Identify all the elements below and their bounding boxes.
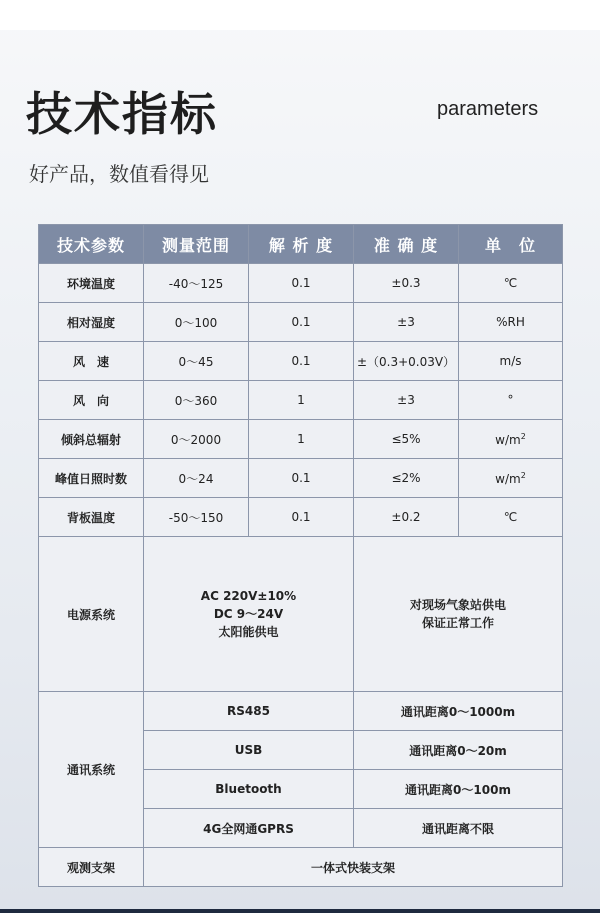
- power-note: [354, 537, 563, 692]
- top-band: [0, 0, 600, 30]
- power-note-line: 保证正常工作: [421, 616, 494, 630]
- header-accuracy: 准 确 度: [354, 225, 459, 264]
- cell-range: -40～125: [144, 264, 249, 303]
- power-spec-dc: DC 9～24V: [213, 607, 284, 621]
- table-row: [39, 459, 563, 498]
- comm-desc: 通讯距离0～1000m: [354, 692, 563, 731]
- bottom-bar: [0, 909, 600, 913]
- cell-unit: m/s: [459, 342, 563, 381]
- cell-resolution: 0.1: [249, 303, 354, 342]
- cell-accuracy: ±0.3: [354, 264, 459, 303]
- power-spec-ac: AC 220V±10%: [200, 589, 297, 603]
- cell-param: 背板温度: [39, 498, 144, 537]
- cell-resolution: 0.1: [249, 498, 354, 537]
- unit-superscript: 2: [520, 431, 526, 441]
- cell-range: 0～45: [144, 342, 249, 381]
- power-specs: [144, 537, 354, 692]
- cell-accuracy: ≤2%: [354, 459, 459, 498]
- page-title-en: parameters: [437, 98, 539, 120]
- cell-resolution: 0.1: [249, 459, 354, 498]
- mount-row: [39, 848, 563, 887]
- header-resolution: 解 析 度: [249, 225, 354, 264]
- comm-name: RS485: [144, 692, 354, 731]
- cell-unit: [459, 459, 563, 498]
- power-row: [39, 537, 563, 692]
- spec-table: [38, 224, 563, 887]
- comm-name: Bluetooth: [144, 770, 354, 809]
- cell-param: 倾斜总辐射: [39, 420, 144, 459]
- table-header-row: [39, 225, 563, 264]
- cell-unit: [459, 420, 563, 459]
- cell-resolution: 0.1: [249, 264, 354, 303]
- cell-accuracy: ±3: [354, 303, 459, 342]
- cell-param: 风 向: [39, 381, 144, 420]
- mount-value: 一体式快装支架: [144, 848, 563, 887]
- cell-range: 0～24: [144, 459, 249, 498]
- comm-row: [39, 692, 563, 731]
- comm-desc: 通讯距离0～100m: [354, 770, 563, 809]
- cell-param: 峰值日照时数: [39, 459, 144, 498]
- cell-unit: ℃: [459, 498, 563, 537]
- unit-text: w/m: [495, 471, 521, 486]
- cell-accuracy: ±0.2: [354, 498, 459, 537]
- cell-unit: ℃: [459, 264, 563, 303]
- cell-accuracy: ±3: [354, 381, 459, 420]
- power-label: 电源系统: [39, 537, 144, 692]
- page-title: 技术指标: [26, 87, 218, 141]
- unit-superscript: 2: [520, 470, 526, 480]
- cell-accuracy: ≤5%: [354, 420, 459, 459]
- comm-label: 通讯系统: [39, 692, 144, 848]
- cell-param: 风 速: [39, 342, 144, 381]
- comm-desc: 通讯距离0～20m: [354, 731, 563, 770]
- cell-resolution: 1: [249, 420, 354, 459]
- mount-label: 观测支架: [39, 848, 144, 887]
- table-row: [39, 264, 563, 303]
- comm-desc: 通讯距离不限: [354, 809, 563, 848]
- cell-resolution: 0.1: [249, 342, 354, 381]
- cell-range: -50～150: [144, 498, 249, 537]
- cell-param: 环境温度: [39, 264, 144, 303]
- table-row: [39, 498, 563, 537]
- table-row: [39, 342, 563, 381]
- table-row: [39, 303, 563, 342]
- table-row: [39, 420, 563, 459]
- cell-param: 相对湿度: [39, 303, 144, 342]
- header-param: 技术参数: [39, 225, 144, 264]
- cell-unit: %RH: [459, 303, 563, 342]
- cell-resolution: 1: [249, 381, 354, 420]
- page-subtitle: 好产品，数值看得见: [29, 162, 209, 186]
- cell-range: 0～2000: [144, 420, 249, 459]
- cell-range: 0～360: [144, 381, 249, 420]
- cell-range: 0～100: [144, 303, 249, 342]
- cell-unit: °: [459, 381, 563, 420]
- power-note-line: 对现场气象站供电: [409, 598, 506, 612]
- cell-accuracy: ±（0.3+0.03V）: [354, 342, 459, 381]
- header-unit: 单 位: [459, 225, 563, 264]
- header-range: 测量范围: [144, 225, 249, 264]
- comm-name: USB: [144, 731, 354, 770]
- comm-name: 4G全网通GPRS: [144, 809, 354, 848]
- unit-text: w/m: [495, 432, 521, 447]
- table-row: [39, 381, 563, 420]
- power-spec-solar: 太阳能供电: [218, 625, 279, 639]
